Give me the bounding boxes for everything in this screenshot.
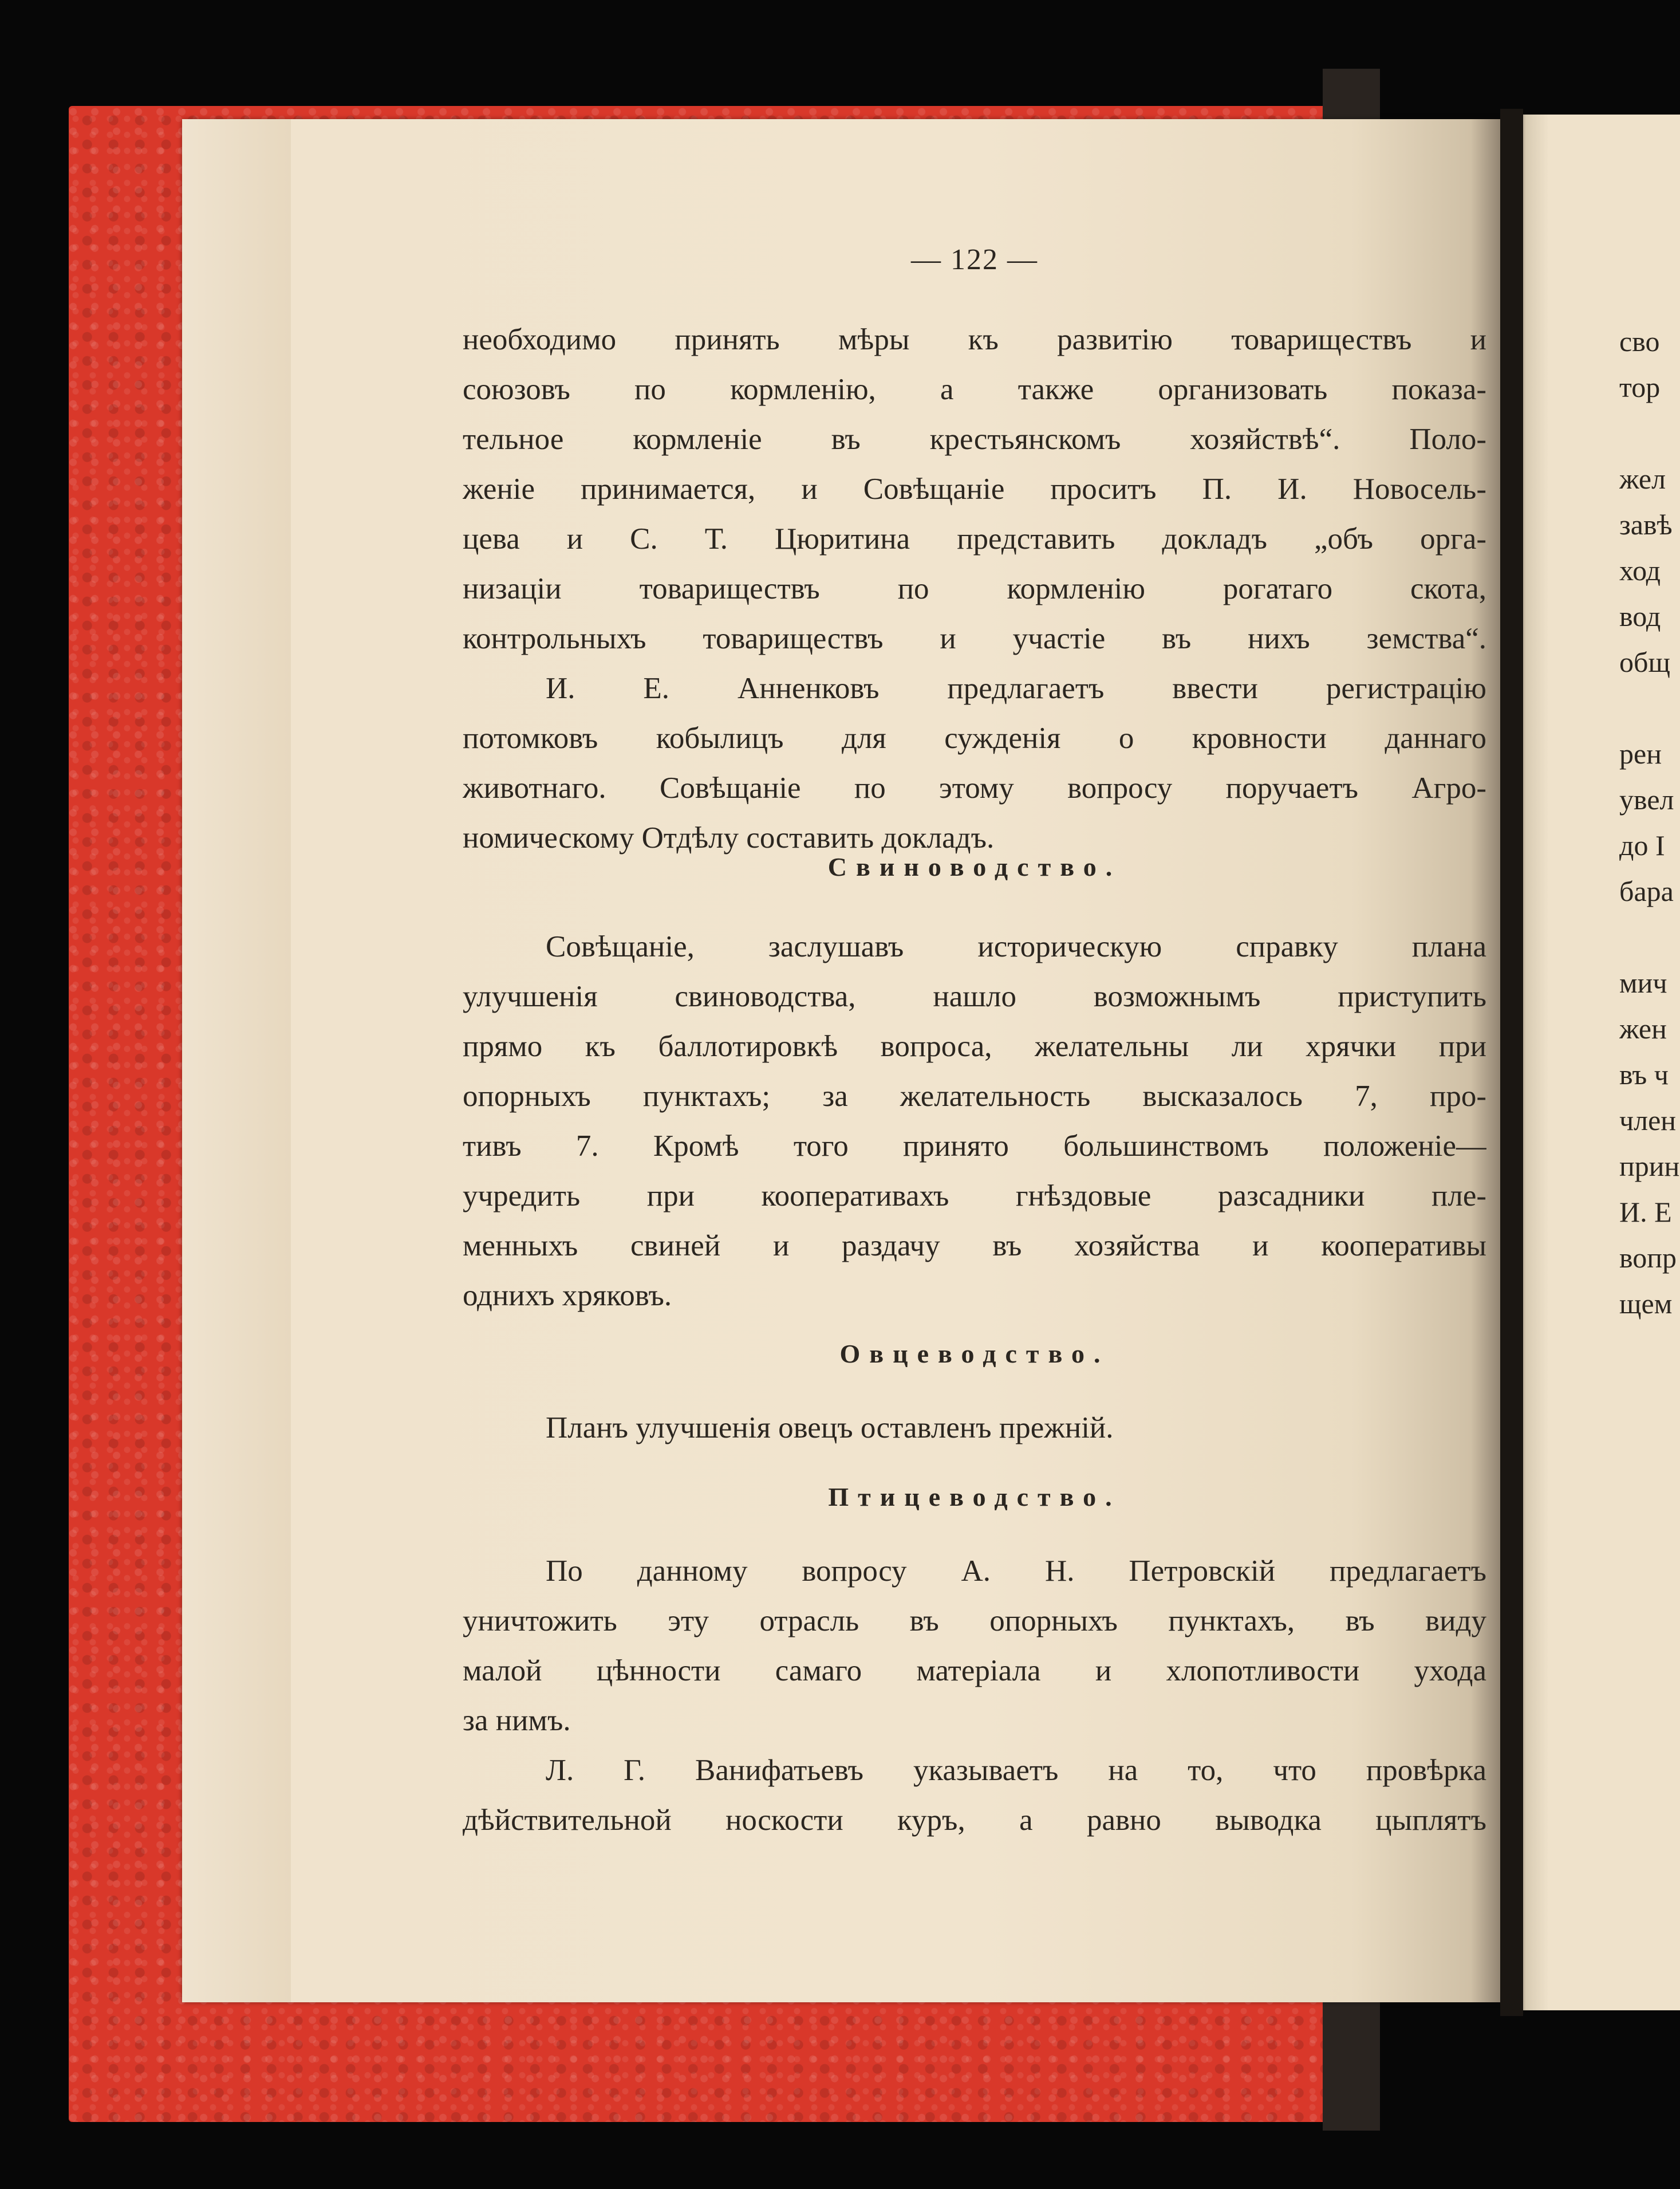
text-fragment: член	[1619, 1104, 1677, 1136]
text-fragment: тор	[1619, 371, 1661, 403]
text-fragment: щем	[1619, 1288, 1673, 1320]
left-page-edge	[182, 119, 291, 2002]
text-fragment	[1619, 914, 1680, 960]
text-line: И. Е. Анненковъ предлагаетъ ввести регистрацію	[546, 672, 1486, 705]
text-line: контрольныхъ товариществъ и участіе въ нихъ земства“.	[463, 622, 1486, 655]
heading-pig-breeding: Свиноводство.	[827, 852, 1122, 881]
text-fragment: вопр	[1619, 1242, 1677, 1274]
text-fragment: бара	[1619, 875, 1674, 907]
text-line: опорныхъ пунктахъ; за желательность высказалось 7, про-	[463, 1080, 1486, 1113]
text-line: низаціи товариществъ по кормленію рогатаго скота,	[463, 572, 1486, 605]
text-line: номическому Отдѣлу составить докладъ.	[463, 821, 995, 855]
text-fragment: И. Е	[1619, 1196, 1672, 1228]
text-fragment: мич	[1619, 967, 1667, 999]
text-line: однихъ хряковъ.	[463, 1279, 672, 1312]
text-line: женіе принимается, и Совѣщаніе проситъ П. И. Новосель-	[463, 473, 1486, 506]
text-fragment: въ ч	[1619, 1058, 1669, 1090]
book-gutter	[1500, 109, 1523, 2016]
text-line: цева и С. Т. Цюритина представить докладъ „объ орга-	[463, 522, 1486, 556]
paragraph-vanifatyev	[463, 1746, 1486, 1845]
text-line: потомковъ кобылицъ для сужденія о кровности даннаго	[463, 722, 1486, 755]
text-line: прямо къ баллотировкѣ вопроса, желательны ли хрячки при	[463, 1030, 1486, 1063]
text-fragment: жен	[1619, 1013, 1667, 1045]
text-line: уничтожить эту отрасль въ опорныхъ пунктахъ, въ виду	[463, 1604, 1486, 1637]
text-fragment: общ	[1619, 646, 1670, 678]
text-line: Л. Г. Ванифатьевъ указываетъ на то, что провѣрка	[546, 1754, 1486, 1787]
paragraph-annenkov	[463, 664, 1486, 863]
text-line: улучшенія свиноводства, нашло возможнымъ приступить	[463, 980, 1486, 1013]
text-line: менныхъ свиней и раздачу въ хозяйства и кооперативы	[463, 1229, 1486, 1262]
text-line: тивъ 7. Кромѣ того принято большинствомъ положеніе—	[463, 1129, 1486, 1163]
paragraph-petrovsky	[463, 1546, 1486, 1746]
text-line: По данному вопросу А. Н. Петровскій предлагаетъ	[546, 1554, 1486, 1588]
text-line: животнаго. Совѣщаніе по этому вопросу поручаетъ Агро-	[463, 771, 1486, 805]
heading-poultry: Птицеводство.	[828, 1482, 1121, 1511]
text-fragment: ход	[1619, 554, 1661, 586]
text-fragment	[1619, 685, 1680, 731]
text-fragment: сво	[1619, 325, 1660, 357]
text-line: учредить при кооперативахъ гнѣздовые разсадники пле-	[463, 1179, 1486, 1212]
paragraph-pigs	[463, 922, 1486, 1321]
text-line: дѣйствительной носкости куръ, а равно выводка цыплятъ	[463, 1804, 1486, 1837]
page-number: — 122 —	[911, 243, 1038, 276]
text-line: малой цѣнности самаго матеріала и хлопотливости ухода	[463, 1654, 1486, 1687]
text-line: союзовъ по кормленію, а также организовать показа-	[463, 373, 1486, 406]
text-line: Совѣщаніе, заслушавъ историческую справку плана	[546, 930, 1486, 963]
text-line: необходимо принять мѣры къ развитію товариществъ и	[463, 323, 1486, 356]
text-fragment: вод	[1619, 600, 1661, 632]
text-fragment	[1619, 410, 1680, 456]
heading-sheep-breeding: Овцеводство.	[839, 1339, 1110, 1368]
paragraph-feeding	[463, 315, 1486, 664]
right-page-text	[1619, 318, 1680, 1326]
text-line: тельное кормленіе въ крестьянскомъ хозяйствѣ“. Поло-	[463, 423, 1486, 456]
text-fragment: завѣ	[1619, 509, 1673, 541]
text-fragment: жел	[1619, 463, 1666, 495]
text-fragment: до I	[1619, 829, 1665, 861]
text-fragment: рен	[1619, 738, 1662, 770]
text-line: за нимъ.	[463, 1704, 571, 1737]
paragraph-sheep: Планъ улучшенія овецъ оставленъ прежній.	[546, 1411, 1114, 1444]
text-fragment: прин	[1619, 1150, 1680, 1182]
text-fragment: увел	[1619, 784, 1674, 816]
